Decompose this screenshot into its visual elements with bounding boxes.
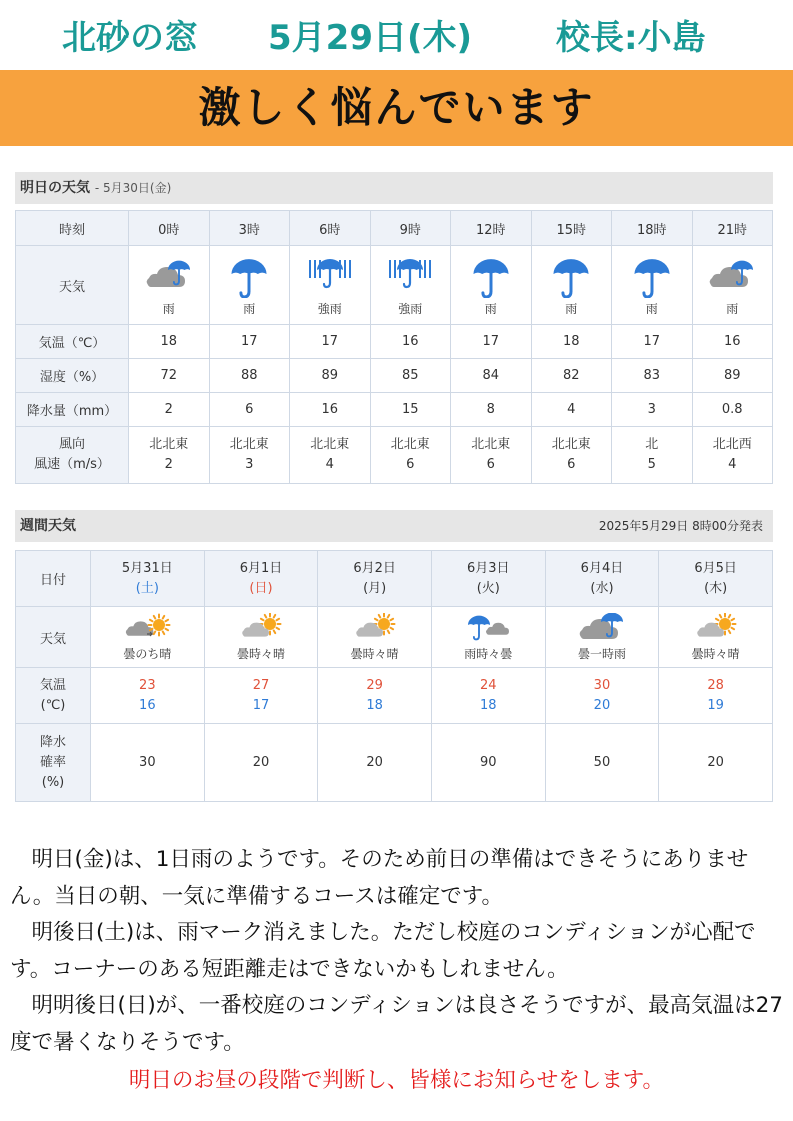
hour-weather-label: 雨 [565,301,578,316]
high-temp: 23 [139,677,156,693]
day-weather [318,607,432,668]
row-label-time: 時刻 [16,211,129,246]
row-label-wind [16,427,129,484]
hour-humidity: 88 [209,359,290,393]
hour-humidity: 89 [692,359,773,393]
hour-wind [370,427,451,484]
wind-speed: 4 [728,457,737,472]
cloud-rain-icon [693,254,773,298]
wind-direction: 北北東 [229,437,269,452]
wind-speed: 3 [245,457,254,472]
cloud-rain-icon [546,613,659,643]
message-paragraph: 明日(金)は、1日雨のようです。そのため前日の準備はできそうにありません。当日の朝、一気に準備するコースは確定です。 [10,847,749,909]
day-pop: 20 [318,724,432,802]
day-header [659,551,773,607]
hour-temp: 17 [209,325,290,359]
hour-temp: 18 [129,325,210,359]
hour-temp: 16 [692,325,773,359]
message-body [10,842,785,1061]
hour-header: 15時 [531,211,612,246]
pop-label-2: 確率 [39,754,66,770]
hour-weather-label: 雨 [645,301,658,316]
day-weather [545,607,659,668]
hour-weather-label: 強雨 [398,301,423,316]
day-temp [431,668,545,724]
wind-dir-label: 風向 [58,437,85,452]
hour-weather [612,246,693,325]
hour-header: 21時 [692,211,773,246]
headline-banner: 激しく悩んでいます [0,70,793,146]
hour-precip: 8 [451,393,532,427]
hour-weather [531,246,612,325]
umbrella-icon [612,254,692,298]
weekly-forecast-table [15,550,773,802]
low-temp: 20 [593,697,611,713]
principal-name: 校長:小島 [556,18,706,58]
hour-precip: 6 [209,393,290,427]
cloud-then-sun-icon [91,613,204,643]
day-temp [91,668,205,724]
cloud-sun-icon [318,613,431,643]
tomorrow-panel-title [15,172,773,204]
hour-wind [451,427,532,484]
heavy-rain-icon [290,254,370,298]
hour-humidity: 82 [531,359,612,393]
wind-direction: 北北東 [310,437,350,452]
wind-direction: 北北西 [712,437,752,452]
row-label-humidity: 湿度（%） [16,359,129,393]
hour-precip: 15 [370,393,451,427]
wind-speed-label: 風速（m/s） [34,457,110,472]
day-temp [204,668,318,724]
row-label-precip: 降水量（mm） [16,393,129,427]
high-temp: 24 [480,677,497,693]
day-of-week: (火) [476,580,500,596]
day-weather [204,607,318,668]
hour-weather [209,246,290,325]
low-temp: 18 [366,697,383,713]
tomorrow-title: 明日の天気 [20,180,90,196]
hour-wind [290,427,371,484]
heavy-rain-icon [371,254,451,298]
hour-wind [692,427,773,484]
day-pop: 20 [204,724,318,802]
hour-precip: 0.8 [692,393,773,427]
day-header [545,551,659,607]
cloud-sun-icon [659,613,772,643]
day-header [318,551,432,607]
tomorrow-subtitle: - 5月30日(金) [94,181,172,195]
wind-speed: 6 [486,457,495,472]
hour-weather [129,246,210,325]
row-label-weather: 天気 [16,246,129,325]
hour-humidity: 83 [612,359,693,393]
day-of-week: (水) [590,580,614,596]
day-header [204,551,318,607]
rain-cloud-icon [432,613,545,643]
hour-header: 9時 [370,211,451,246]
low-temp: 17 [252,697,270,713]
row-label-temp [16,668,91,724]
wind-direction: 北 [645,437,659,452]
high-temp: 29 [366,677,383,693]
hour-header: 18時 [612,211,693,246]
hour-precip: 4 [531,393,612,427]
hour-weather-label: 雨 [162,301,175,316]
hour-precip: 3 [612,393,693,427]
wind-speed: 5 [647,457,656,472]
hour-weather [692,246,773,325]
umbrella-icon [532,254,612,298]
hour-weather-label: 強雨 [317,301,342,316]
day-temp [659,668,773,724]
day-pop: 90 [431,724,545,802]
pop-label-1: 降水 [39,734,66,750]
day-of-week: (木) [704,580,728,596]
hour-temp: 17 [451,325,532,359]
wind-speed: 4 [325,457,334,472]
day-of-week: (土) [135,580,159,596]
hour-temp: 17 [612,325,693,359]
day-header [91,551,205,607]
hour-header: 6時 [290,211,371,246]
hour-humidity: 72 [129,359,210,393]
day-weather-label: 曇時々晴 [350,646,399,661]
high-temp: 28 [707,677,724,693]
weekly-title: 週間天気 [20,518,76,534]
hour-weather [370,246,451,325]
day-date: 5月31日 [121,560,173,576]
row-label-pop [16,724,91,802]
hour-header: 12時 [451,211,532,246]
hour-weather [451,246,532,325]
day-of-week: (日) [249,580,273,596]
day-weather-label: 曇一時雨 [577,646,626,661]
wind-direction: 北北東 [390,437,430,452]
weekly-issued: 2025年5月29日 8時00分発表 [598,519,763,533]
day-weather-label: 曇時々晴 [691,646,740,661]
day-of-week: (月) [363,580,387,596]
wind-direction: 北北東 [149,437,189,452]
day-pop: 50 [545,724,659,802]
hour-humidity: 89 [290,359,371,393]
hour-header: 3時 [209,211,290,246]
wind-speed: 6 [406,457,415,472]
hour-wind [531,427,612,484]
hour-weather [290,246,371,325]
newsletter-title: 北砂の窓 [62,18,198,58]
tomorrow-forecast-table [15,210,773,484]
day-weather-label: 雨時々曇 [464,646,513,661]
day-header [431,551,545,607]
umbrella-icon [210,254,290,298]
closing-notice: 明日のお昼の段階で判断し、皆様にお知らせをします。 [128,1068,665,1093]
message-paragraph: 明後日(土)は、雨マーク消えました。ただし校庭のコンディションが心配です。コーナーのある短距離走はできないかもしれません。 [10,920,756,982]
wind-speed: 2 [164,457,173,472]
low-temp: 19 [707,697,724,713]
hour-temp: 18 [531,325,612,359]
hour-weather-label: 雨 [484,301,497,316]
cloud-rain-icon [129,254,209,298]
newsletter-date: 5月29日(木) [268,18,473,58]
cloud-sun-icon [205,613,318,643]
day-date: 6月4日 [580,560,624,576]
day-temp [318,668,432,724]
hour-humidity: 84 [451,359,532,393]
row-label-weather: 天気 [16,607,91,668]
hour-wind [612,427,693,484]
umbrella-icon [451,254,531,298]
wind-direction: 北北東 [471,437,511,452]
low-temp: 18 [480,697,497,713]
day-temp [545,668,659,724]
day-weather [91,607,205,668]
hour-precip: 16 [290,393,371,427]
temp-label-2: (℃) [40,697,66,713]
newsletter-header [0,10,793,58]
day-weather [659,607,773,668]
hour-humidity: 85 [370,359,451,393]
wind-speed: 6 [567,457,576,472]
hour-weather-label: 雨 [726,301,739,316]
weekly-panel-title [15,510,773,542]
row-label-date: 日付 [16,551,91,607]
temp-label-1: 気温 [39,677,66,693]
pop-label-3: (%) [41,774,65,790]
wind-direction: 北北東 [551,437,591,452]
hour-wind [129,427,210,484]
day-weather-label: 曇のち晴 [123,646,172,661]
day-date: 6月1日 [239,560,283,576]
hour-temp: 17 [290,325,371,359]
day-date: 6月5日 [694,560,737,576]
day-pop: 30 [91,724,205,802]
row-label-temp: 気温（℃） [16,325,129,359]
hour-temp: 16 [370,325,451,359]
hour-wind [209,427,290,484]
message-paragraph: 明明後日(日)が、一番校庭のコンディションは良さそうですが、最高気温は27度で暑くなりそうです。 [10,993,783,1055]
day-weather [431,607,545,668]
high-temp: 27 [252,677,270,693]
hour-header: 0時 [129,211,210,246]
day-date: 6月3日 [467,560,510,576]
hour-weather-label: 雨 [243,301,256,316]
day-pop: 20 [659,724,773,802]
hour-precip: 2 [129,393,210,427]
high-temp: 30 [593,677,611,693]
low-temp: 16 [139,697,156,713]
day-weather-label: 曇時々晴 [236,646,285,661]
day-date: 6月2日 [353,560,396,576]
